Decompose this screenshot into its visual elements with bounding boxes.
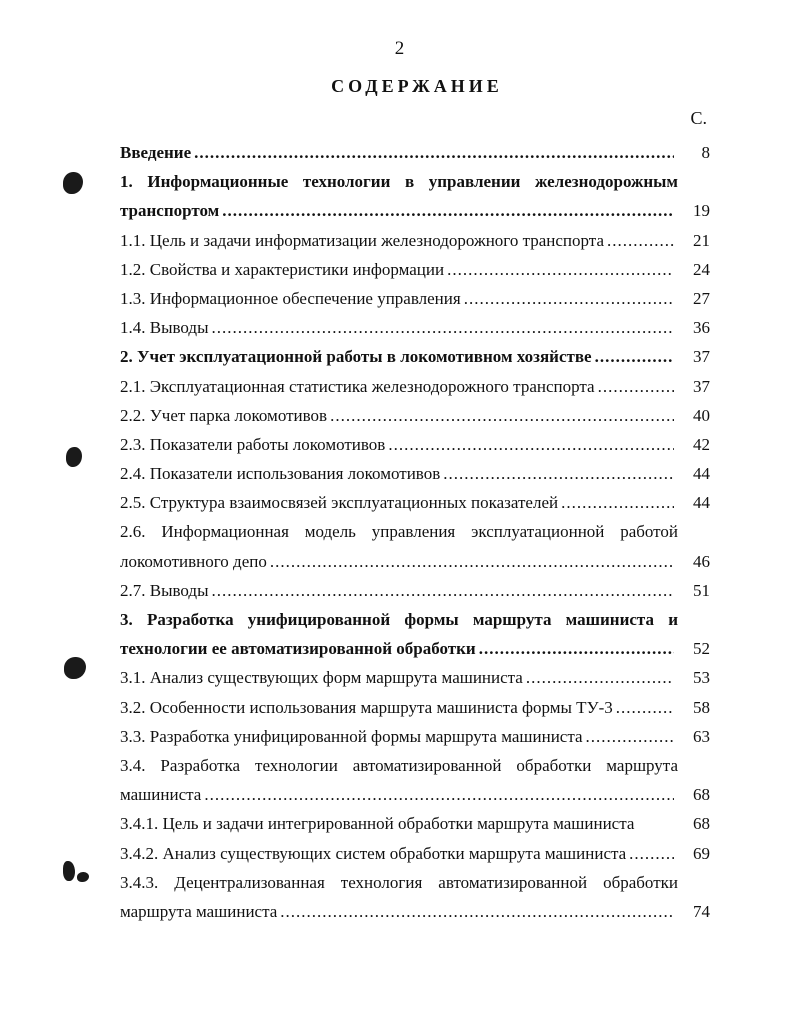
toc-entry-page: 69: [693, 843, 710, 863]
toc-entry: [120, 313, 710, 342]
toc-entry-title: 3.4.2. Анализ существующих систем обработки маршрута машиниста: [120, 843, 627, 863]
toc-entry-page: 46: [693, 551, 710, 571]
toc-entry: [120, 809, 710, 838]
scan-blot: [77, 872, 89, 882]
toc-entry-title: машиниста: [120, 785, 202, 805]
toc-entry-page: 21: [693, 230, 710, 250]
toc-entry-page: 44: [693, 464, 710, 484]
toc-dot-leader: [388, 430, 674, 459]
toc-entry-title: 1.4. Выводы: [120, 318, 209, 338]
toc-entry: [120, 138, 710, 167]
toc-entry-title: 1.3. Информационное обеспечение управления: [120, 288, 461, 308]
toc-entry-title: 3.3. Разработка унифицированной формы маршрута машиниста: [120, 726, 583, 746]
toc-entry-page: 74: [693, 901, 710, 921]
toc-entry-page: 44: [693, 493, 710, 513]
toc-entry: [120, 663, 710, 692]
table-of-contents: [120, 138, 710, 926]
toc-entry-page: 42: [693, 434, 710, 454]
scan-blot: [66, 447, 82, 467]
toc-entry-page: 68: [693, 785, 710, 805]
toc-entry: [120, 868, 710, 897]
toc-entry-page: 37: [693, 376, 710, 396]
toc-entry-title: 2. Учет эксплуатационной работы в локомотивном хозяйстве: [120, 347, 592, 367]
toc-entry-title: 3. Разработка унифицированной формы маршрута машиниста и: [120, 610, 678, 629]
toc-dot-leader: [194, 138, 674, 167]
toc-entry-title: 3.4. Разработка технологии автоматизированной обработки маршрута: [120, 755, 678, 775]
toc-dot-leader: [561, 488, 674, 517]
toc-entry: [120, 897, 710, 926]
toc-entry: [120, 226, 710, 255]
toc-dot-leader: [464, 284, 674, 313]
toc-entry-page: 37: [693, 347, 710, 367]
toc-entry: [120, 401, 710, 430]
toc-dot-leader: [595, 342, 674, 371]
toc-entry: [120, 284, 710, 313]
toc-dot-leader: [629, 839, 674, 868]
toc-entry-page: 58: [693, 697, 710, 717]
toc-entry-title: 2.4. Показатели использования локомотивов: [120, 464, 441, 484]
toc-entry-title: 1.1. Цель и задачи информатизации железнодорожного транспорта: [120, 230, 604, 250]
toc-dot-leader: [270, 547, 674, 576]
toc-entry-page: 8: [701, 143, 710, 162]
toc-entry-title: 3.4.1. Цель и задачи интегрированной обработки маршрута машиниста: [120, 814, 635, 834]
toc-dot-leader: [479, 634, 674, 663]
page-column-label: С.: [690, 108, 707, 128]
toc-dot-leader: [586, 722, 674, 751]
toc-entry: [120, 372, 710, 401]
toc-dot-leader: [204, 780, 674, 809]
toc-entry-title: 2.6. Информационная модель управления эксплуатационной работой: [120, 522, 678, 542]
toc-dot-leader: [222, 196, 674, 225]
toc-entry: [120, 255, 710, 284]
scan-blot: [64, 657, 86, 679]
toc-entry-title: 3.2. Особенности использования маршрута машиниста формы ТУ-3: [120, 697, 613, 717]
toc-dot-leader: [598, 372, 674, 401]
toc-entry-title: 2.3. Показатели работы локомотивов: [120, 434, 386, 454]
toc-entry-page: 27: [693, 288, 710, 308]
toc-entry-title: 3.1. Анализ существующих форм маршрута машиниста: [120, 668, 523, 688]
toc-entry-page: 40: [693, 405, 710, 425]
page-number: 2: [394, 38, 405, 59]
toc-entry-title: 1. Информационные технологии в управлении железнодорожным: [120, 172, 678, 192]
toc-entry-page: 53: [693, 668, 710, 688]
toc-entry-title: 2.1. Эксплуатационная статистика железнодорожного транспорта: [120, 376, 595, 396]
toc-entry: [120, 605, 710, 634]
toc-entry: [120, 780, 710, 809]
toc-dot-leader: [526, 663, 674, 692]
toc-dot-leader: [280, 897, 674, 926]
toc-entry: [120, 693, 710, 722]
toc-entry: [120, 459, 710, 488]
scan-blot: [63, 172, 83, 194]
toc-entry: [120, 839, 710, 868]
toc-entry-title: 3.4.3. Децентрализованная технология автоматизированной обработки: [120, 872, 678, 892]
toc-entry-title: маршрута машиниста: [120, 901, 278, 921]
scan-blot: [63, 861, 75, 881]
toc-entry: [120, 342, 710, 371]
toc-dot-leader: [330, 401, 674, 430]
toc-entry-page: 68: [693, 814, 710, 834]
toc-entry: [120, 547, 710, 576]
toc-entry: [120, 167, 710, 196]
toc-entry: [120, 751, 710, 780]
toc-entry-page: 63: [693, 726, 710, 746]
toc-entry-title: 2.2. Учет парка локомотивов: [120, 405, 328, 425]
toc-entry: [120, 196, 710, 225]
toc-entry-title: технологии ее автоматизированной обработки: [120, 639, 476, 659]
toc-entry-title: 1.2. Свойства и характеристики информации: [120, 259, 445, 279]
toc-entry-title: транспортом: [120, 201, 220, 221]
toc-dot-leader: [212, 313, 674, 342]
toc-dot-leader: [212, 576, 674, 605]
toc-entry-title: 2.7. Выводы: [120, 580, 209, 600]
toc-entry-title: Введение: [120, 143, 192, 162]
toc-entry: [120, 488, 710, 517]
toc-dot-leader: [443, 459, 674, 488]
toc-entry: [120, 576, 710, 605]
toc-entry-page: 19: [693, 201, 710, 221]
toc-dot-leader: [607, 226, 674, 255]
toc-entry-page: 36: [693, 318, 710, 338]
toc-entry: [120, 722, 710, 751]
toc-dot-leader: [447, 255, 674, 284]
toc-entry-title: локомотивного депо: [120, 551, 267, 571]
toc-dot-leader: [616, 693, 674, 722]
page-title: СОДЕРЖАНИЕ: [331, 76, 503, 96]
toc-entry: [120, 634, 710, 663]
toc-entry-title: 2.5. Структура взаимосвязей эксплуатационных показателей: [120, 493, 559, 513]
toc-entry: [120, 517, 710, 546]
toc-entry-page: 52: [693, 639, 710, 659]
toc-entry: [120, 430, 710, 459]
toc-entry-page: 51: [693, 580, 710, 600]
toc-entry-page: 24: [693, 259, 710, 279]
